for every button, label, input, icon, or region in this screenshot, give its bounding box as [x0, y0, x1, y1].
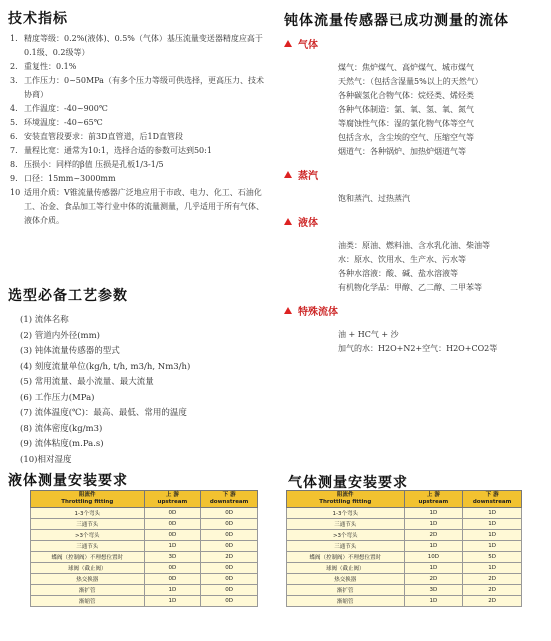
tech-item	[10, 186, 266, 228]
fluid-section	[284, 36, 546, 159]
table-row	[31, 530, 258, 541]
table-header-cell	[201, 491, 258, 508]
fluid-section-body	[284, 328, 546, 356]
table-cell: 2D	[463, 574, 522, 585]
table-header-row	[287, 491, 522, 508]
table-cell: 3D	[404, 585, 463, 596]
fluid-section-heading	[284, 167, 546, 182]
select-item: (3) 钝体流量传感器的型式	[20, 346, 120, 356]
tech-item-number: 7.	[10, 146, 18, 155]
table-cell: 0D	[144, 519, 201, 530]
table-cell: 2D	[463, 596, 522, 607]
header-label-en: upstream	[418, 499, 449, 505]
select-title: 选型必备工艺参数	[8, 288, 128, 304]
header-label-en: Throttling fitting	[319, 499, 372, 505]
select-item: (1) 流体名称	[20, 315, 69, 325]
tech-item-text: 安装直管段要求：前3D直管道，后1D直管段	[24, 132, 184, 141]
fluid-section	[284, 303, 546, 356]
fluids-title: 钝体流量传感器已成功测量的流体	[284, 13, 509, 29]
table-cell: 三通节头	[31, 519, 145, 530]
fluid-line: 油类：原油、燃料油、含水乳化油、柴油等	[338, 241, 490, 250]
table-row	[31, 508, 258, 519]
fluid-line: 烟道气：各种锅炉、加热炉烟道气等	[338, 147, 466, 156]
table-cell: 1-3个弯头	[31, 508, 145, 519]
fluid-section-label: 特殊流体	[298, 307, 338, 318]
table-header-cell	[144, 491, 201, 508]
tech-item-text: 压损小：同样的β值 压损是孔板1/3-1/5	[24, 160, 164, 169]
fluid-line: 各种水溶液：酸、碱、盐水溶液等	[338, 269, 458, 278]
fluid-section-body	[284, 239, 546, 295]
tech-item	[10, 158, 266, 172]
table-cell: 热交换器	[287, 574, 405, 585]
table-cell: 1D	[404, 596, 463, 607]
table-row	[31, 519, 258, 530]
table-row	[31, 563, 258, 574]
select-item: (6) 工作压力(MPa)	[20, 392, 95, 403]
tech-item-number: 9.	[10, 174, 18, 183]
table-cell: 2D	[404, 574, 463, 585]
table-row	[287, 563, 522, 574]
header-label-cn: 阻流件	[78, 492, 96, 498]
table-cell: 0D	[144, 508, 201, 519]
table-header-cell	[404, 491, 463, 508]
fluid-section-label: 液体	[298, 218, 318, 229]
fluid-line: 各种碳氢化合物气体：烷烃类、烯烃类	[338, 91, 474, 100]
table-cell: 蝶阀（控制阀）不理想位置时	[31, 552, 145, 563]
fluid-line: 天然气：（包括含湿量5%以上的天然气）	[338, 77, 483, 86]
select-item: (7) 流体温度(℃)：最高、最低、常用的温度	[20, 408, 187, 418]
table-cell: 0D	[144, 574, 201, 585]
select-item: (5) 常用流量、最小流量、最大流量	[20, 377, 154, 387]
table-cell: 1-3个弯头	[287, 508, 405, 519]
table-cell: >3个弯头	[287, 530, 405, 541]
fluid-line: 加气的水：H2O+N2+空气：H2O+CO2等	[338, 344, 498, 353]
tech-item-text: 重复性：0.1%	[24, 62, 77, 71]
fluid-line: 油 + HC气 + 沙	[338, 330, 399, 339]
table-cell: 1D	[463, 563, 522, 574]
tech-item-text: 环境温度：-40~65℃	[24, 118, 103, 127]
table-row	[287, 552, 522, 563]
header-label-cn: 上 游	[426, 492, 440, 498]
table-row	[287, 519, 522, 530]
table-cell: 渐缩管	[287, 596, 405, 607]
table-row	[31, 596, 258, 607]
header-label-en: upstream	[157, 499, 188, 505]
table-cell: 0D	[201, 563, 258, 574]
tech-item-text: 工作温度：-40~900℃	[24, 104, 108, 113]
table-cell: 0D	[144, 563, 201, 574]
table-cell: 0D	[201, 574, 258, 585]
tech-item	[10, 144, 266, 158]
tech-item	[10, 32, 266, 60]
table-cell: 2D	[463, 585, 522, 596]
table-cell: 球阀（截止阀）	[287, 563, 405, 574]
table-cell: 0D	[201, 519, 258, 530]
tech-item	[10, 102, 266, 116]
table-cell: 热交换器	[31, 574, 145, 585]
tech-item-number: 8.	[10, 160, 18, 169]
tech-item-number: 2.	[10, 62, 18, 71]
table-cell: 5D	[463, 552, 522, 563]
table-cell: 1D	[404, 508, 463, 519]
fluid-section	[284, 167, 546, 206]
table-cell: >3个弯头	[31, 530, 145, 541]
table-row	[287, 541, 522, 552]
fluid-section	[284, 214, 546, 295]
table-cell: 1D	[463, 541, 522, 552]
table-row	[287, 508, 522, 519]
table-cell: 1D	[404, 541, 463, 552]
table-cell: 0D	[201, 541, 258, 552]
tech-item-number: 5.	[10, 118, 18, 127]
fluid-section-label: 气体	[298, 40, 318, 51]
table-cell: 2D	[201, 552, 258, 563]
table-cell: 0D	[201, 530, 258, 541]
gas-install-table	[286, 490, 522, 607]
fluid-section-heading	[284, 303, 546, 318]
tech-item-number: 1.	[10, 34, 18, 43]
fluid-line: 水：原水、饮用水、生产水、污水等	[338, 255, 466, 264]
triangle-icon	[284, 307, 292, 314]
header-label-en: downstream	[209, 499, 249, 505]
fluid-section-body	[284, 192, 546, 206]
liquid-install-table	[30, 490, 258, 607]
liquid-title: 液体测量安装要求	[8, 473, 128, 489]
tech-item	[10, 116, 266, 130]
tech-item-number: 6.	[10, 132, 18, 141]
table-row	[287, 596, 522, 607]
table-cell: 0D	[144, 530, 201, 541]
fluid-section-heading	[284, 36, 546, 51]
table-cell: 0D	[201, 585, 258, 596]
table-cell: 三通节头	[31, 541, 145, 552]
select-item: (8) 流体密度(kg/m3)	[20, 423, 103, 434]
tech-item-text: 口径：15mm~3000mm	[24, 174, 116, 183]
table-row	[287, 585, 522, 596]
triangle-icon	[284, 171, 292, 178]
header-label-en: downstream	[472, 499, 512, 505]
header-label-cn: 上 游	[165, 492, 179, 498]
fluid-line: 包括含水，含尘埃的空气、压缩空气等	[338, 133, 474, 142]
fluid-line: 饱和蒸汽、过热蒸汽	[338, 194, 410, 203]
table-row	[31, 552, 258, 563]
table-cell: 蝶阀（控制阀）不理想位置时	[287, 552, 405, 563]
table-cell: 渐扩管	[287, 585, 405, 596]
fluids-sections	[284, 36, 546, 356]
fluid-section-label: 蒸汽	[298, 171, 318, 182]
fluid-line: 各种气体制造：氯、氧、氢、氧、氮气	[338, 105, 474, 114]
select-item: (10)相对湿度	[20, 454, 72, 465]
tech-list	[10, 32, 266, 228]
table-row	[31, 541, 258, 552]
select-item: (4) 刻度流量单位(kg/h, t/h, m3/h, Nm3/h)	[20, 361, 191, 372]
fluid-line: 煤气：焦炉煤气、高炉煤气、城市煤气	[338, 63, 474, 72]
fluid-line: 等腐蚀性气体：湿的氯化物气体等空气	[338, 119, 474, 128]
header-label-cn: 下 游	[485, 492, 499, 498]
fluid-section-body	[284, 61, 546, 159]
tech-title: 技术指标	[8, 11, 68, 27]
table-cell: 1D	[463, 530, 522, 541]
table-header-cell	[287, 491, 405, 508]
table-row	[287, 574, 522, 585]
table-cell: 1D	[404, 519, 463, 530]
tech-item	[10, 130, 266, 144]
gas-title: 气体测量安装要求	[288, 475, 408, 491]
table-cell: 3D	[144, 552, 201, 563]
tech-item-number: 3.	[10, 76, 18, 85]
table-header-cell	[463, 491, 522, 508]
table-row	[31, 585, 258, 596]
table-cell: 渐缩管	[31, 596, 145, 607]
table-cell: 1D	[144, 541, 201, 552]
header-label-cn: 下 游	[222, 492, 236, 498]
table-cell: 三通节头	[287, 519, 405, 530]
select-list	[20, 313, 265, 468]
table-cell: 球阀（截止阀）	[31, 563, 145, 574]
table-cell: 渐扩管	[31, 585, 145, 596]
table-cell: 1D	[404, 563, 463, 574]
triangle-icon	[284, 40, 292, 47]
tech-item-text: 工作压力：0~50MPa（有多个压力等级可供选择，更高压力、技术协商）	[24, 76, 264, 99]
tech-item	[10, 74, 266, 102]
tech-item-number: 10	[10, 188, 21, 197]
tech-item	[10, 60, 266, 74]
table-cell: 三通节头	[287, 541, 405, 552]
table-cell: 2D	[404, 530, 463, 541]
table-cell: 1D	[144, 596, 201, 607]
tech-item-number: 4.	[10, 104, 18, 113]
select-item: (2) 管道内外径(mm)	[20, 330, 100, 341]
select-item: (9) 流体粘度(m.Pa.s)	[20, 439, 104, 449]
table-row	[31, 574, 258, 585]
table-cell: 0D	[201, 508, 258, 519]
tech-item-text: 量程比宽：通常为10:1，选择合适的参数可达到50:1	[24, 146, 212, 155]
table-header-row	[31, 491, 258, 508]
table-cell: 10D	[404, 552, 463, 563]
table-cell: 1D	[144, 585, 201, 596]
triangle-icon	[284, 218, 292, 225]
tech-item-text: 精度等级：0.2%(液体)、0.5%（气体）基压流量变送器精度应高于0.1级、0.2级等）	[24, 34, 263, 57]
table-row	[287, 530, 522, 541]
tech-item	[10, 172, 266, 186]
header-label-cn: 阻流件	[336, 492, 354, 498]
table-cell: 1D	[463, 519, 522, 530]
table-cell: 0D	[201, 596, 258, 607]
table-cell: 1D	[463, 508, 522, 519]
header-label-en: Throttling fitting	[61, 499, 114, 505]
fluid-section-heading	[284, 214, 546, 229]
fluid-line: 有机物化学品：甲醇、乙二醇、二甲苯等	[338, 283, 482, 292]
table-header-cell	[31, 491, 145, 508]
tech-item-text: 适用介质：V锥流量传感器广泛地应用于市政、电力、化工、石油化工、冶金、食品加工等行业中体的流量测量，几乎适用于所有气体、液体介质。	[24, 188, 264, 225]
